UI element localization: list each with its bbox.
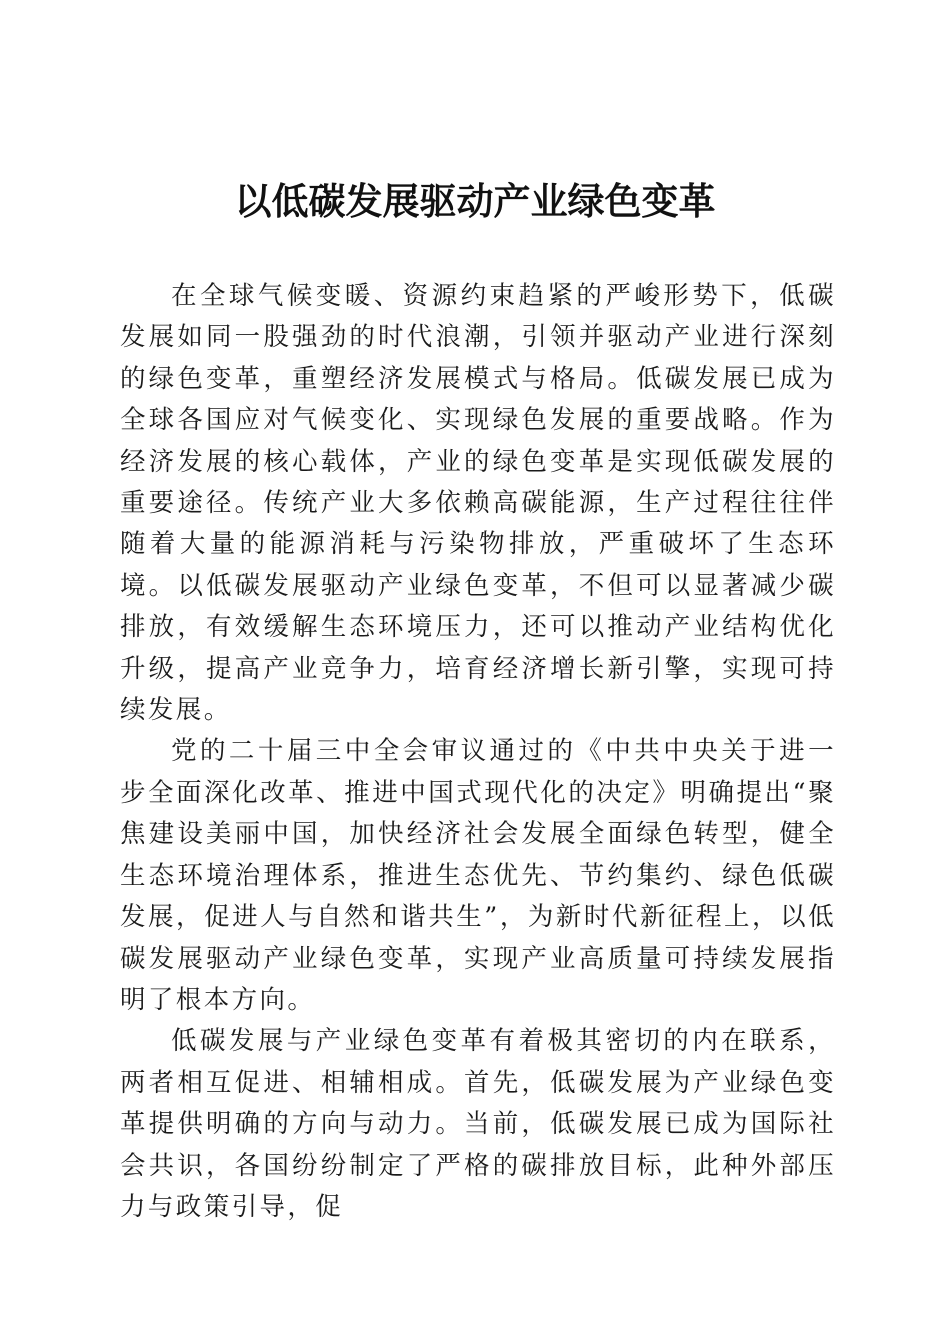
document-body [120, 276, 836, 1228]
paragraph-3: 低碳发展与产业绿色变革有着极其密切的内在联系，两者相互促进、相辅相成。首先，低碳发展为产业绿色变革提供明确的方向与动力。当前，低碳发展已成为国际社会共识，各国纷纷制定了严格的碳排放目标，此种外部压力与政策引导，促 [120, 1026, 836, 1222]
paragraph-1: 在全球气候变暖、资源约束趋紧的严峻形势下，低碳发展如同一股强劲的时代浪潮，引领并驱动产业进行深刻的绿色变革，重塑经济发展模式与格局。低碳发展已成为全球各国应对气候变化、实现绿色发展的重要战略。作为经济发展的核心载体，产业的绿色变革是实现低碳发展的重要途径。传统产业大多依赖高碳能源，生产过程往往伴随着大量的能源消耗与污染物排放，严重破坏了生态环境。以低碳发展驱动产业绿色变革，不但可以显著减少碳排放，有效缓解生态环境压力，还可以推动产业结构优化升级，提高产业竞争力，培育经济增长新引擎，实现可持续发展。 [120, 281, 836, 726]
paragraph-2: 党的二十届三中全会审议通过的《中共中央关于进一步全面深化改革、推进中国式现代化的决定》明确提出“聚焦建设美丽中国，加快经济社会发展全面绿色转型，健全生态环境治理体系，推进生态优先、节约集约、绿色低碳发展，促进人与自然和谐共生”，为新时代新征程上，以低碳发展驱动产业绿色变革，实现产业高质量可持续发展指明了根本方向。 [120, 736, 836, 1015]
document-title: 以低碳发展驱动产业绿色变革 [234, 179, 716, 223]
